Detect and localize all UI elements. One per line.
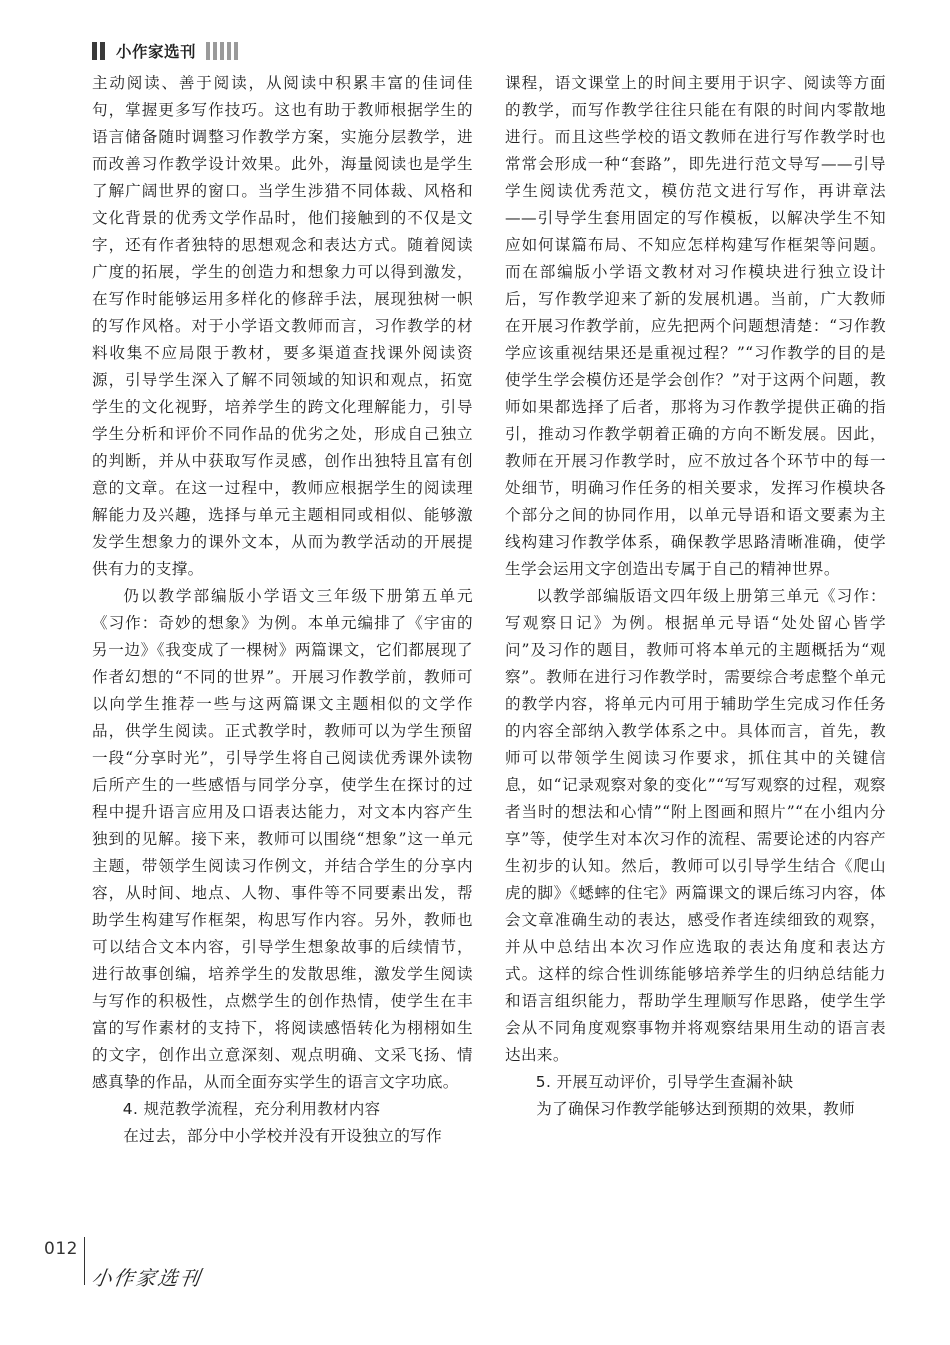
header-bar-icon <box>100 42 105 60</box>
left-column <box>92 70 473 1150</box>
body-paragraph: 以教学部编版语文四年级上册第三单元《习作：写观察日记》为例。根据单元导语“处处留心皆学问”及习作的题目，教师可将本单元的主题概括为“观察”。教师在进行习作教学时，需要综合考虑整个单元的教学内容，将单元内可用于辅助学生完成习作任务的内容全部纳入教学体系之中。具体而言，首先，教师可以带领学生阅读习作要求，抓住其中的关键信息，如“记录观察对象的变化”“写写观察的过程，观察者当时的想法和心情”“附上图画和照片”“在小组内分享”等，使学生对本次习作的流程、需要论述的内容产生初步的认知。然后，教师可以引导学生结合《爬山虎的脚》《蟋蟀的住宅》两篇课文的课后练习内容，体会文章准确生动的表达，感受作者连续细致的观察，并从中总结出本次习作应选取的表达角度和表达方式。这样的综合性训练能够培养学生的归纳总结能力和语言组织能力，帮助学生理顺写作思路，使学生学会从不同角度观察事物并将观察结果用生动的语言表达出来。 <box>505 587 886 1064</box>
footer-divider <box>84 1237 85 1285</box>
header-gray-bar-icon <box>220 42 224 60</box>
body-paragraph: 为了确保习作教学能够达到预期的效果，教师 <box>536 1100 856 1118</box>
right-column <box>505 70 886 1123</box>
header-gray-bar-icon <box>227 42 231 60</box>
header-gray-bar-icon <box>206 42 210 60</box>
section-heading: 5. 开展互动评价，引导学生查漏补缺 <box>535 1073 794 1091</box>
header-bar-icon <box>92 42 97 60</box>
section-heading: 4. 规范教学流程，充分利用教材内容 <box>122 1100 381 1118</box>
running-header <box>92 40 241 62</box>
page-number: 012 <box>44 1239 78 1259</box>
header-gray-bar-icon <box>234 42 238 60</box>
journal-title: 小作家选刊 <box>116 43 197 61</box>
body-paragraph: 在过去，部分中小学校并没有开设独立的写作 <box>123 1127 443 1145</box>
body-paragraph: 主动阅读、善于阅读，从阅读中积累丰富的佳词佳句，掌握更多写作技巧。这也有助于教师根据学生的语言储备随时调整习作教学方案，实施分层教学，进而改善习作教学设计效果。此外，海量阅读也是学生了解广阔世界的窗口。当学生涉猎不同体裁、风格和文化背景的优秀文学作品时，他们接触到的不仅是文字，还有作者独特的思想观念和表达方式。随着阅读广度的拓展，学生的创造力和想象力可以得到激发，在写作时能够运用多样化的修辞手法，展现独树一帜的写作风格。对于小学语文教师而言，习作教学的材料收集不应局限于教材，要多渠道查找课外阅读资源，引导学生深入了解不同领域的知识和观点，拓宽学生的文化视野，培养学生的跨文化理解能力，引导学生分析和评价不同作品的优劣之处，形成自己独立的判断，并从中获取写作灵感，创作出独特且富有创意的文章。在这一过程中，教师应根据学生的阅读理解能力及兴趣，选择与单元主题相同或相似、能够激发学生想象力的课外文本，从而为教学活动的开展提供有力的支撑。 <box>92 74 473 578</box>
body-paragraph: 课程，语文课堂上的时间主要用于识字、阅读等方面的教学，而写作教学往往只能在有限的时间内零散地进行。而且这些学校的语文教师在进行写作教学时也常常会形成一种“套路”，即先进行范文导写——引导学生阅读优秀范文，模仿范文进行写作，再讲章法——引导学生套用固定的写作模板，以解决学生不知应如何谋篇布局、不知应怎样构建写作框架等问题。而在部编版小学语文教材对习作模块进行独立设计后，写作教学迎来了新的发展机遇。当前，广大教师在开展习作教学前，应先把两个问题想清楚：“习作教学应该重视结果还是重视过程？”“习作教学的目的是使学生学会模仿还是学会创作？”对于这两个问题，教师如果都选择了后者，那将为习作教学提供正确的指引，推动习作教学朝着正确的方向不断发展。因此，教师在开展习作教学时，应不放过各个环节中的每一处细节，明确习作任务的相关要求，发挥习作模块各个部分之间的协同作用，以单元导语和语文要素为主线构建习作教学体系，确保教学思路清晰准确，使学生学会运用文字创造出专属于自己的精神世界。 <box>505 74 886 578</box>
footer-logo: 小作家选刊 <box>90 1266 204 1290</box>
body-paragraph: 仍以教学部编版小学语文三年级下册第五单元《习作：奇妙的想象》为例。本单元编排了《宇宙的另一边》《我变成了一棵树》两篇课文，它们都展现了作者幻想的“不同的世界”。开展习作教学前，教师可以向学生推荐一些与这两篇课文主题相似的文学作品，供学生阅读。正式教学时，教师可以为学生预留一段“分享时光”，引导学生将自己阅读优秀课外读物后所产生的一些感悟与同学分享，使学生在探讨的过程中提升语言应用及口语表达能力，对文本内容产生独到的见解。接下来，教师可以围绕“想象”这一单元主题，带领学生阅读习作例文，并结合学生的分享内容，从时间、地点、人物、事件等不同要素出发，帮助学生构建写作框架，构思写作内容。另外，教师也可以结合文本内容，引导学生想象故事的后续情节，进行故事创编，培养学生的发散思维，激发学生阅读与写作的积极性，点燃学生的创作热情，使学生在丰富的写作素材的支持下，将阅读感悟转化为栩栩如生的文字，创作出立意深刻、观点明确、文采飞扬、情感真挚的作品，从而全面夯实学生的语言文字功底。 <box>92 587 473 1091</box>
header-gray-bar-icon <box>213 42 217 60</box>
